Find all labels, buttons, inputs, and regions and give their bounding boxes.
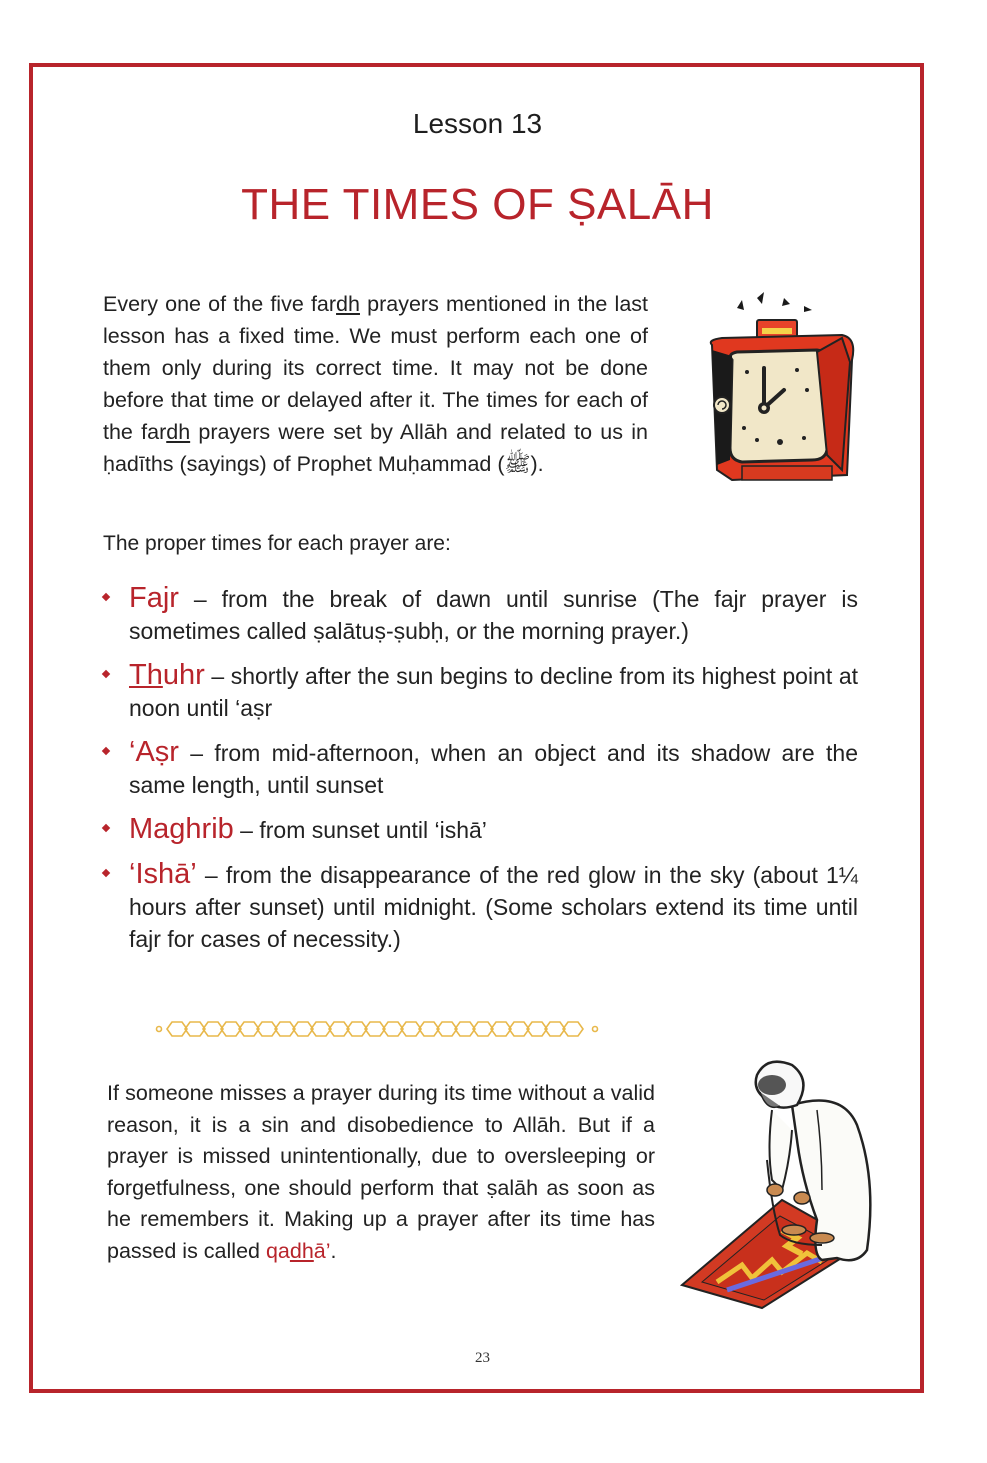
- bullet-icon: [102, 869, 110, 877]
- list-item: ‘Ishā’ – from the disappearance of the red glow in the sky (about 1¼ hours after sunset) until midnight. (Some scholars extend its time until fajr for cases of necessity.): [103, 858, 858, 955]
- prayer-name-asr: ‘Aṣr: [129, 736, 179, 768]
- bullet-icon: [102, 670, 110, 678]
- prayer-name-isha: ‘Ishā’: [129, 858, 197, 890]
- list-item: Maghrib – from sunset until ‘ishā’: [103, 813, 858, 846]
- term-qadha: qadhā’: [265, 1238, 331, 1263]
- closing-paragraph: If someone misses a prayer during its time without a valid reason, it is a sin and disobedience to Allāh. But if a prayer is missed unintentionally, due to oversleeping or forgetfulness, one should perform that ṣalāh as soon as he remembers it. Making up a prayer after its time has passed is called qadhā’.: [107, 1081, 655, 1263]
- prayer-times-list: [103, 582, 858, 967]
- list-item: ‘Aṣr – from mid-afternoon, when an object and its shadow are the same length, until sunset: [103, 736, 858, 801]
- prayer-name-maghrib: Maghrib: [129, 813, 234, 845]
- page-number: 23: [475, 1350, 490, 1366]
- bullet-icon: [102, 747, 110, 755]
- proper-times-intro: The proper times for each prayer are:: [103, 532, 451, 555]
- alarm-clock-icon: [692, 290, 862, 490]
- prostrating-man-illustration: [672, 1050, 892, 1310]
- ornament-divider: [155, 1018, 605, 1040]
- intro-paragraph: Every one of the five fardh prayers mentioned in the last lesson has a fixed time. We must perform each one of them only during its correct time. It may not be done before that time or delayed after it. The times for each of the fardh prayers were set by Allāh and related to us in ḥadīths (sayings) of Prophet Muḥammad (ﷺ).: [103, 292, 648, 476]
- bullet-icon: [102, 824, 110, 832]
- page-title: THE TIMES OF ṢALĀH: [241, 180, 714, 229]
- prayer-name-thuhr: Thuhr: [129, 659, 205, 691]
- lesson-label: Lesson 13: [412, 108, 543, 139]
- bullet-icon: [102, 593, 110, 601]
- list-item: Fajr – from the break of dawn until sunrise (The fajr prayer is sometimes called ṣalātuṣ-ṣubḥ, or the morning prayer.): [103, 582, 858, 647]
- list-item: Thuhr – shortly after the sun begins to decline from its highest point at noon until ‘aṣr: [103, 659, 858, 724]
- prayer-name-fajr: Fajr: [129, 582, 179, 614]
